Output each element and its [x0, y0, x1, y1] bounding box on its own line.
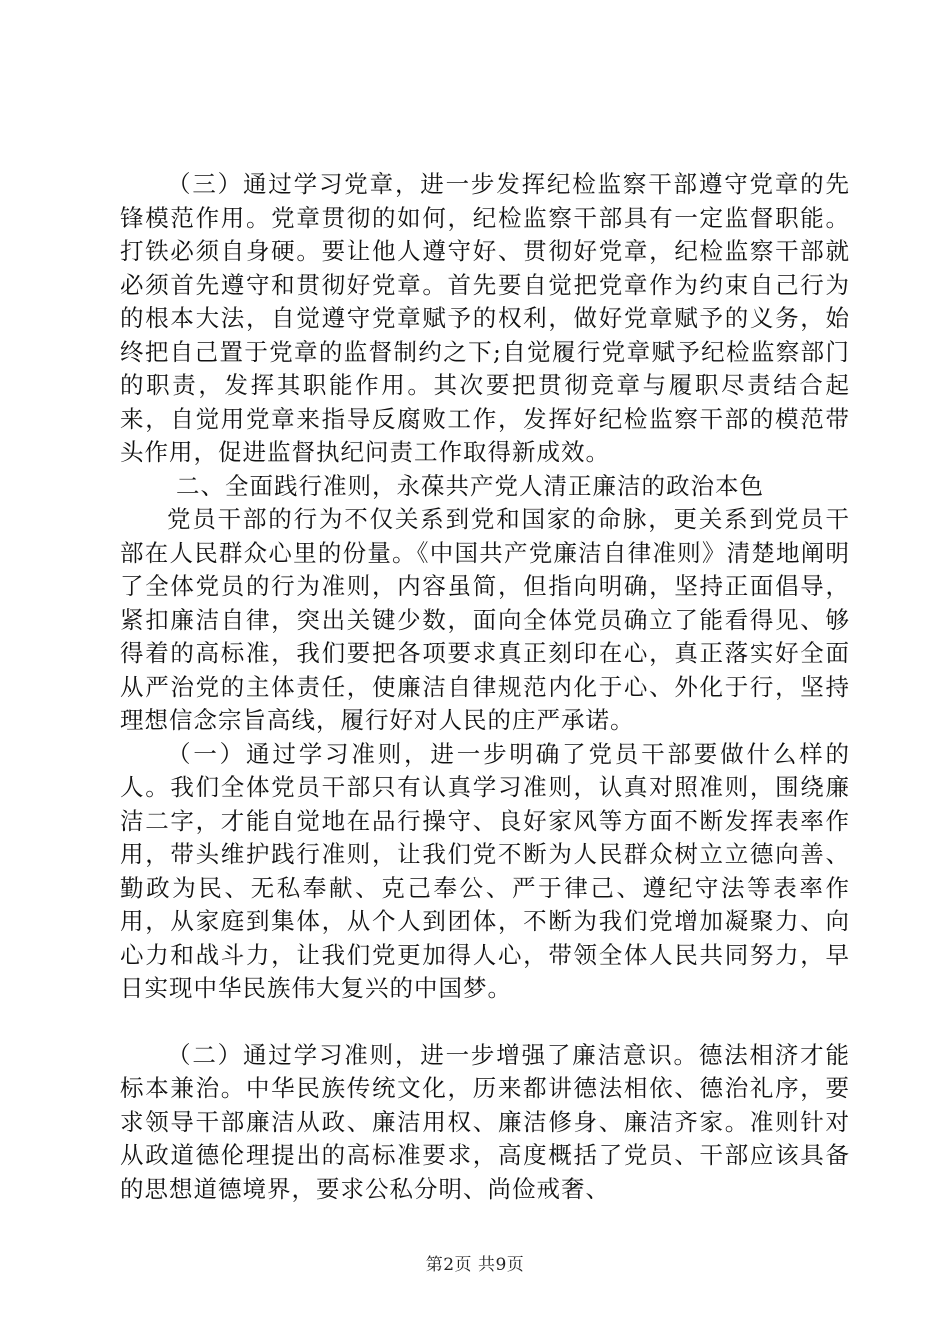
paragraph-intro: 党员干部的行为不仅关系到党和国家的命脉，更关系到党员干部在人民群众心里的份量。《中国共产党廉洁自律准则》清楚地阐明了全体党员的行为准则，内容虽简，但指向明确，坚持正面倡导，紧扣廉洁自律，突出关键少数，面向全体党员确立了能看得见、够得着的高标准，我们要把各项要求真正刻印在心，真正落实好全面从严治党的主体责任，使廉洁自律规范内化于心、外化于行，坚持理想信念宗旨高线，履行好对人民的庄严承诺。 [120, 505, 850, 734]
document-body [120, 168, 850, 1206]
paragraph-subsection-2: （二）通过学习准则，进一步增强了廉洁意识。德法相济才能标本兼治。中华民族传统文化，历来都讲德法相依、德治礼序，要求领导干部廉洁从政、廉洁用权、廉洁修身、廉洁齐家。准则针对从政道德伦理提出的高标准要求，高度概括了党员、干部应该具备的思想道德境界，要求公私分明、尚俭戒奢、 [120, 1040, 850, 1203]
paragraph-section-3: （三）通过学习党章，进一步发挥纪检监察干部遵守党章的先锋模范作用。党章贯彻的如何，纪检监察干部具有一定监督职能。打铁必须自身硬。要让他人遵守好、贯彻好党章，纪检监察干部就必须首先遵守和贯彻好党章。首先要自觉把党章作为约束自己行为的根本大法，自觉遵守党章赋予的权利，做好党章赋予的义务，始终把自己置于党章的监督制约之下;自觉履行党章赋予纪检监察部门的职责，发挥其职能作用。其次要把贯彻竞章与履职尽责结合起来，自觉用党章来指导反腐败工作，发挥好纪检监察干部的模范带头作用，促进监督执纪问责工作取得新成效。 [120, 170, 850, 466]
paragraph-subsection-1: （一）通过学习准则，进一步明确了党员干部要做什么样的人。我们全体党员干部只有认真学习准则，认真对照准则，围绕廉洁二字，才能自觉地在品行操守、良好家风等方面不断发挥表率作用，带头维护践行准则，让我们党不断为人民群众树立立德向善、勤政为民、无私奉献、克己奉公、严于律己、遵纪守法等表率作用，从家庭到集体，从个人到团体，不断为我们党增加凝聚力、向心力和战斗力，让我们党更加得人心，带领全体人民共同努力，早日实现中华民族伟大复兴的中国梦。 [120, 739, 850, 1002]
page-number-footer: 第2页 共9页 [425, 1255, 525, 1275]
paragraph-spacer [120, 1006, 850, 1039]
section-heading-2: 二、全面践行准则，永葆共产党人清正廉洁的政治本色 [176, 471, 764, 500]
